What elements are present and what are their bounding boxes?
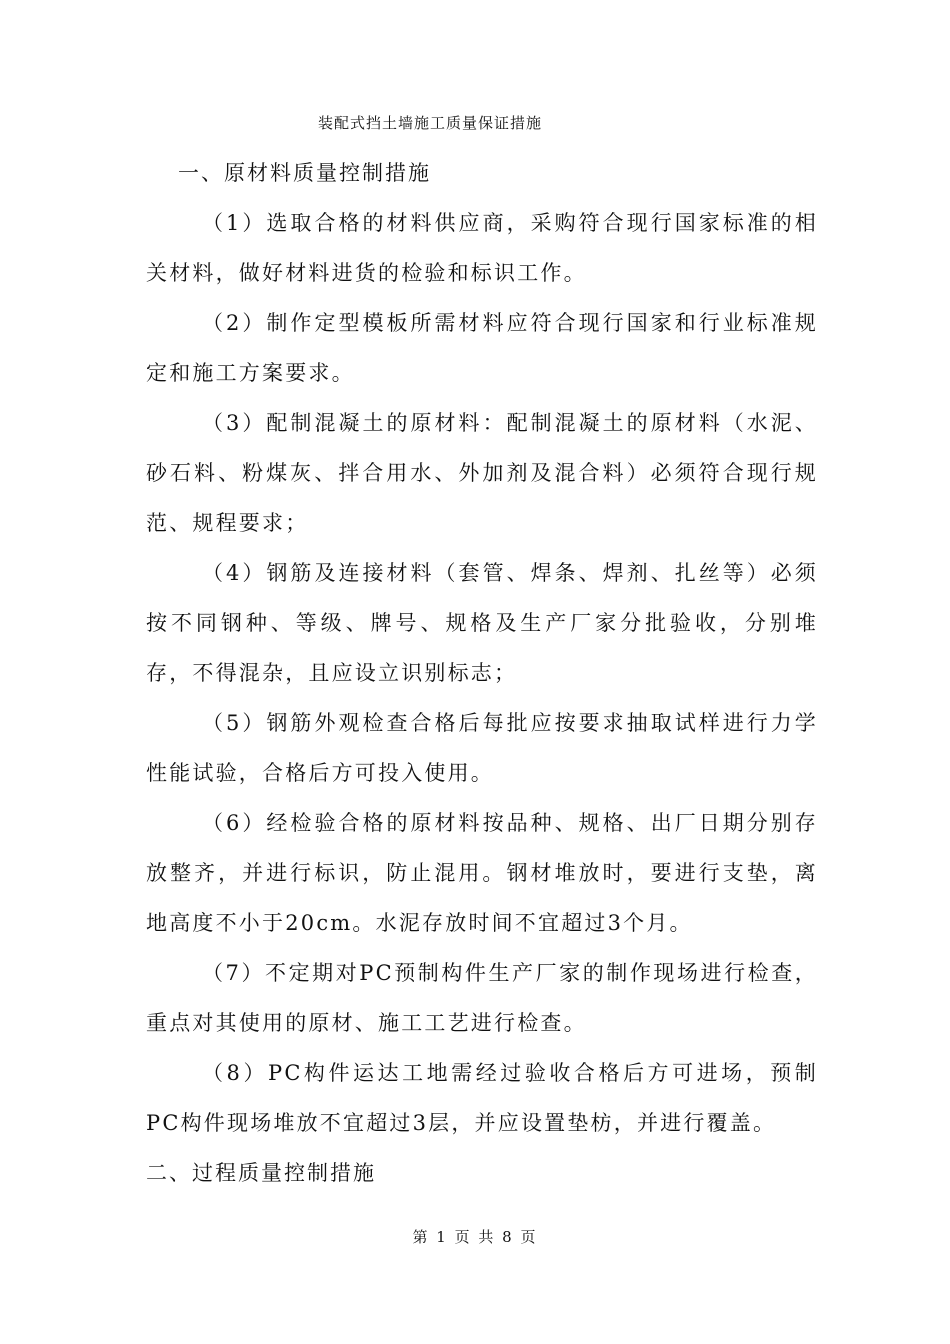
paragraph-4: （4）钢筋及连接材料（套管、焊条、焊剂、扎丝等）必须按不同钢种、等级、牌号、规格及生产厂家分批验收，分别堆存，不得混杂，且应设立识别标志； [146,561,818,685]
section-heading-1: 一、原材料质量控制措施 [178,161,431,185]
page-footer: 第 1 页 共 8 页 [412,1228,538,1246]
paragraph-3: （3）配制混凝土的原材料：配制混凝土的原材料（水泥、砂石料、粉煤灰、拌合用水、外加剂及混合料）必须符合现行规范、规程要求； [146,411,818,535]
paragraph-6: （6）经检验合格的原材料按品种、规格、出厂日期分别存放整齐，并进行标识，防止混用。钢材堆放时，要进行支垫，离地高度不小于20cm。水泥存放时间不宜超过3个月。 [146,811,818,935]
paragraph-1: （1）选取合格的材料供应商，采购符合现行国家标准的相关材料，做好材料进货的检验和标识工作。 [146,211,818,285]
document-title: 装配式挡土墙施工质量保证措施 [317,114,542,132]
paragraph-7: （7）不定期对PC预制构件生产厂家的制作现场进行检查，重点对其使用的原材、施工工艺进行检查。 [146,961,818,1035]
paragraph-2: （2）制作定型模板所需材料应符合现行国家和行业标准规定和施工方案要求。 [146,311,818,385]
paragraph-5: （5）钢筋外观检查合格后每批应按要求抽取试样进行力学性能试验，合格后方可投入使用。 [146,711,818,785]
section-heading-2: 二、过程质量控制措施 [146,1161,376,1185]
paragraph-8: （8）PC构件运达工地需经过验收合格后方可进场，预制PC构件现场堆放不宜超过3层，并应设置垫枋，并进行覆盖。 [146,1061,818,1135]
document-body [146,148,818,1198]
